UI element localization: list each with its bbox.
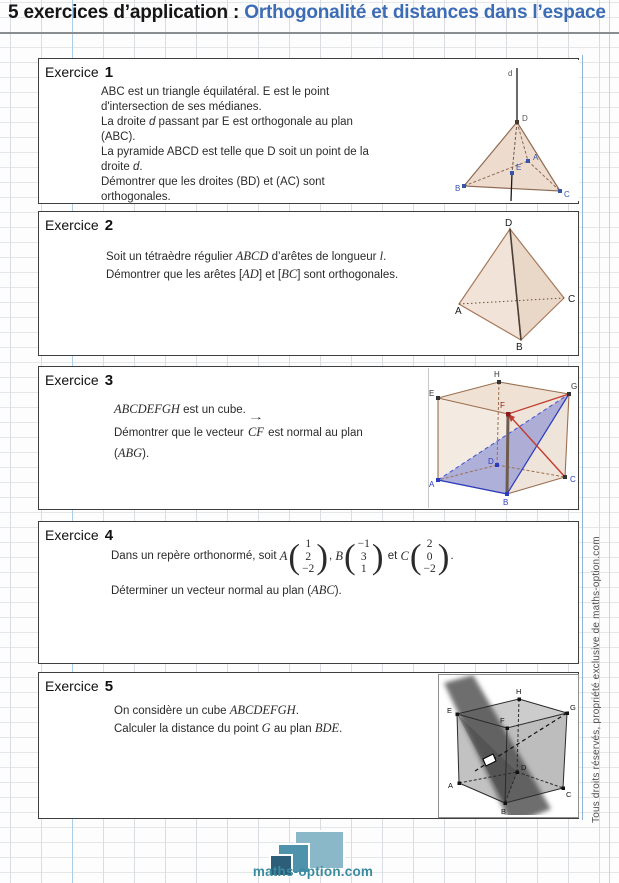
- exercise-3-box: [38, 366, 579, 510]
- copyright-note: Tous droits réservés, propriété exclusive de maths-option.com: [591, 536, 602, 823]
- matrix-A: ( 1 2 −2 ): [288, 537, 328, 577]
- vertex-label-G: G: [570, 703, 576, 712]
- text-line: Démontrer que les droites (BD) et (AC) sont: [101, 176, 325, 188]
- vertex-label-F: F: [500, 401, 505, 410]
- page-title-accent: Orthogonalité et distances dans l’espace: [244, 2, 606, 23]
- vertex-label-D: D: [505, 218, 513, 229]
- text-line: Démontrer que le vecteur → CF est normal au plan: [114, 420, 363, 443]
- page-break-line: [582, 55, 583, 820]
- grid-right-edge: [609, 0, 610, 883]
- tetrahedron-figure: [455, 216, 577, 351]
- text-line: La droite d passant par E est orthogonale au plan: [101, 116, 353, 128]
- cube-distance-figure: [439, 675, 576, 815]
- exercise-1-text: [101, 85, 369, 205]
- exercise-3-label: Exercice: [45, 372, 99, 388]
- vertex-label-H: H: [516, 687, 522, 696]
- exercise-2-heading: [45, 217, 113, 234]
- vector-arrow: →: [247, 412, 264, 423]
- exercise-4-label: Exercice: [45, 527, 99, 543]
- exercise-3-figure-panel: [428, 368, 578, 508]
- text-line: On considère un cube ABCDEFGH.: [114, 703, 299, 717]
- exercise-4-number: 4: [104, 527, 114, 544]
- exercise-2-box: [38, 211, 579, 356]
- text-line: (ABG).: [114, 446, 150, 460]
- exercise-1-label: Exercice: [45, 64, 99, 80]
- text-line: La pyramide ABCD est telle que D soit un point de la: [101, 146, 369, 158]
- exercise-2-number: 2: [104, 217, 114, 234]
- page-title-prefix: 5 exercices d’application :: [8, 2, 245, 23]
- exercise-5-box: [38, 672, 579, 819]
- exercise-5-number: 5: [104, 678, 114, 695]
- exercise-3-number: 3: [104, 372, 114, 389]
- vertex-label-G: G: [571, 382, 578, 391]
- vertex-label-H: H: [494, 370, 500, 379]
- vector-CF: → CF: [247, 422, 265, 443]
- vertex-label-C: C: [568, 294, 576, 305]
- pyramid-figure: [438, 60, 579, 201]
- logo-text: maths-option.com: [252, 864, 374, 879]
- exercise-2-label: Exercice: [45, 217, 99, 233]
- vertex-label-B: B: [503, 498, 509, 507]
- vertex-label-E: E: [447, 706, 453, 715]
- line-label-d: d: [508, 69, 513, 78]
- exercise-5-figure-panel: [438, 674, 579, 818]
- exercise-2-text: [106, 248, 398, 284]
- vertex-label-D: D: [521, 763, 527, 772]
- exercise-2-figure-panel: [455, 216, 577, 351]
- vertex-label-B: B: [501, 807, 507, 815]
- cube-plane-figure: [429, 368, 578, 508]
- text-line: droite d.: [101, 161, 143, 173]
- exercise-3-heading: [45, 372, 113, 389]
- matrix-B: ( −1 3 1 ): [344, 537, 384, 577]
- vertex-label-C: C: [566, 790, 572, 799]
- exercise-4-heading: [45, 527, 113, 544]
- vertex-label-A: A: [455, 306, 462, 317]
- exercise-3-text: [114, 399, 363, 464]
- vertex-label-D: D: [522, 114, 528, 123]
- vertex-label-C: C: [564, 190, 570, 199]
- page-title: [8, 2, 606, 24]
- title-divider: [0, 32, 619, 34]
- exercise-1-box: [38, 58, 579, 204]
- vertex-label-A: A: [448, 781, 454, 790]
- text-line: ABC est un triangle équilatéral. E est le point: [101, 86, 330, 98]
- text-line: Démontrer que les arêtes [AD] et [BC] sont orthogonales.: [106, 267, 399, 281]
- exercise-4-box: [38, 521, 579, 664]
- exercise-5-heading: [45, 678, 113, 695]
- text-line: Calculer la distance du point G au plan BDE.: [114, 721, 343, 735]
- vertex-label-B: B: [516, 342, 523, 351]
- vertex-label-C: C: [570, 475, 576, 484]
- vertex-label-B: B: [455, 184, 461, 193]
- matrix-C: ( 2 0 −2 ): [409, 537, 450, 577]
- vertex-label-E: E: [429, 389, 435, 398]
- vertex-label-A: A: [533, 153, 539, 162]
- text-line: ABCDEFGH est un cube.: [114, 402, 246, 416]
- vertex-label-D: D: [488, 457, 494, 466]
- text-line: Déterminer un vecteur normal au plan (ABC).: [111, 582, 342, 597]
- text-line: orthogonales.: [101, 191, 171, 203]
- vertex-label-E: E: [516, 163, 522, 172]
- exercise-1-number: 1: [104, 64, 114, 81]
- vertex-label-F: F: [500, 716, 505, 725]
- vertex-label-A: A: [429, 480, 435, 489]
- text-line: d'intersection de ses médianes.: [101, 101, 262, 113]
- exercise-4-text: [111, 538, 454, 599]
- exercise-5-label: Exercice: [45, 678, 99, 694]
- text-line-with-matrices: Dans un repère orthonormé, soit A ( 1 2 −2 ) , B ( −1 3 1 ) et C ( 2 0 −2 ) .: [111, 537, 454, 577]
- exercise-1-heading: [45, 64, 113, 81]
- exercise-1-figure-panel: [438, 60, 579, 201]
- text-line: Soit un tétraèdre régulier ABCD d’arêtes de longueur l.: [106, 249, 387, 263]
- text-line: (ABC).: [101, 131, 136, 143]
- exercise-5-text: [114, 702, 342, 738]
